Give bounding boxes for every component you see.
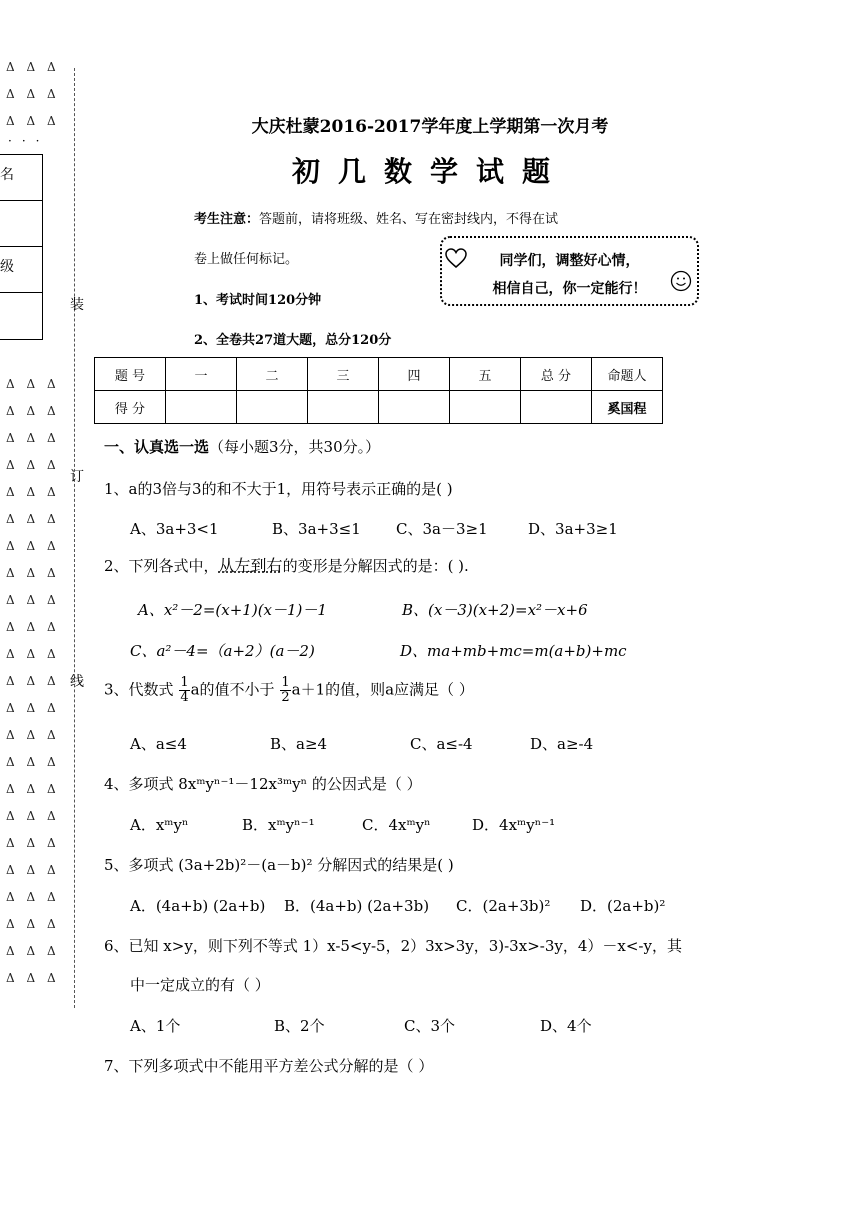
q5-option-b: B．(4a+b) (2a+3b) xyxy=(284,897,430,915)
notice-item2: 2、全卷共27道大题，总分120分 xyxy=(194,333,392,348)
score-header-cell: 命题人 xyxy=(592,358,663,391)
notice-line2: 卷上做任何标记。 xyxy=(194,252,299,267)
triangle-row: Δ Δ Δ xyxy=(6,782,60,796)
score-header-cell: 四 xyxy=(379,358,450,391)
section-title: 一、认真选一选 xyxy=(104,438,210,456)
score-cell xyxy=(521,391,592,424)
q1-option-a: A、3a+3<1 xyxy=(130,520,219,538)
triangle-row: Δ Δ Δ xyxy=(6,431,60,445)
binding-char-xian: 线 xyxy=(70,674,84,690)
q2-text-pre: 2、下列各式中， xyxy=(104,557,219,575)
question-7: 7、下列多项式中不能用平方差公式分解的是（ ） xyxy=(104,1057,434,1075)
frac-denominator: 4 xyxy=(180,690,189,705)
triangle-row: Δ Δ Δ xyxy=(6,755,60,769)
question-1: 1、a的3倍与3的和不大于1，用符号表示正确的是( ) xyxy=(104,480,453,498)
frac-numerator: 1 xyxy=(180,675,189,690)
q2-option-d: D、ma+mb+mc=m(a+b)+mc xyxy=(400,642,627,660)
score-header-cell: 五 xyxy=(450,358,521,391)
frac-denominator: 2 xyxy=(281,690,290,705)
frac-numerator: 1 xyxy=(281,675,290,690)
question-2 xyxy=(104,553,469,576)
q1-option-d: D、3a+3≥1 xyxy=(528,520,618,538)
triangle-row: Δ Δ Δ xyxy=(6,60,60,74)
q3-option-c: C、a≤-4 xyxy=(410,735,473,753)
q4-option-d: D．4xᵐyⁿ⁻¹ xyxy=(472,816,556,834)
question-3 xyxy=(104,676,474,705)
section-note: （每小题3分，共30分。） xyxy=(209,438,381,456)
score-header-cell: 一 xyxy=(166,358,237,391)
info-cell-name: 名 xyxy=(0,155,42,201)
triangle-row: Δ Δ Δ xyxy=(6,809,60,823)
fraction-one-half xyxy=(280,676,290,705)
bubble-line1: 同学们，调整好心情， xyxy=(499,253,640,269)
triangle-row: Δ Δ Δ xyxy=(6,701,60,715)
info-cell-class: 级 xyxy=(0,247,42,293)
triangle-row: Δ Δ Δ xyxy=(6,404,60,418)
triangle-row: Δ Δ Δ xyxy=(6,458,60,472)
margin-dots: ··· xyxy=(8,134,50,148)
triangle-row: Δ Δ Δ xyxy=(6,890,60,904)
q1-option-c: C、3a－3≥1 xyxy=(396,520,488,538)
question-5: 5、多项式 (3a+2b)²－(a－b)² 分解因式的结果是( ) xyxy=(104,856,454,874)
triangle-row: Δ Δ Δ xyxy=(6,863,60,877)
q5-option-a: A．(4a+b) (2a+b) xyxy=(130,897,266,915)
score-header-cell: 总 分 xyxy=(521,358,592,391)
triangle-row: Δ Δ Δ xyxy=(6,377,60,391)
triangle-row: Δ Δ Δ xyxy=(6,728,60,742)
q3-option-d: D、a≥-4 xyxy=(530,735,594,753)
exam-title: 大庆杜蒙2016-2017学年度上学期第一次月考 xyxy=(251,117,609,137)
triangle-row: Δ Δ Δ xyxy=(6,566,60,580)
triangle-row: Δ Δ Δ xyxy=(6,944,60,958)
binding-line xyxy=(74,68,75,1008)
info-cell xyxy=(0,201,42,247)
q6-option-a: A、1个 xyxy=(130,1017,181,1035)
score-cell xyxy=(450,391,521,424)
triangle-row: Δ Δ Δ xyxy=(6,836,60,850)
q6-option-b: B、2个 xyxy=(274,1017,325,1035)
notice-line1 xyxy=(194,208,558,227)
question-6-line2: 中一定成立的有（ ） xyxy=(130,976,270,994)
fraction-one-quarter xyxy=(179,676,189,705)
q3-text-pre: 3、代数式 xyxy=(104,680,174,699)
q6-option-c: C、3个 xyxy=(404,1017,456,1035)
q2-option-a: A、x²－2=(x+1)(x－1)－1 xyxy=(138,601,327,619)
question-6-line1: 6、已知 x>y，则下列不等式 1）x-5<y-5，2）3x>3y，3)-3x>-3y，4）－x<-y，其 xyxy=(104,937,682,955)
notice-label: 考生注意： xyxy=(194,212,260,227)
triangle-row: Δ Δ Δ xyxy=(6,917,60,931)
score-table xyxy=(94,357,663,424)
score-header-cell: 三 xyxy=(308,358,379,391)
score-header-cell: 二 xyxy=(237,358,308,391)
triangle-row: Δ Δ Δ xyxy=(6,620,60,634)
binding-char-zhuang: 装 xyxy=(70,297,84,313)
margin-triangles-bottom xyxy=(6,371,60,992)
triangle-row: Δ Δ Δ xyxy=(6,114,60,128)
q4-option-c: C．4xᵐyⁿ xyxy=(362,816,431,834)
q6-option-d: D、4个 xyxy=(540,1017,592,1035)
bubble-line2: 相信自己，你一定能行！ xyxy=(492,281,647,297)
score-cell xyxy=(308,391,379,424)
info-cell xyxy=(0,293,42,338)
q4-option-b: B．xᵐyⁿ⁻¹ xyxy=(242,816,315,834)
score-cell xyxy=(379,391,450,424)
notice-item1: 1、考试时间120分钟 xyxy=(194,293,322,308)
score-table-header-row xyxy=(95,358,663,391)
exam-subtitle: 初几数学试题 xyxy=(291,155,568,188)
triangle-row: Δ Δ Δ xyxy=(6,485,60,499)
score-table-score-row xyxy=(95,391,663,424)
q5-option-c: C．(2a+3b)² xyxy=(456,897,551,915)
q2-option-b: B、(x－3)(x+2)=x²－x+6 xyxy=(402,601,588,619)
triangle-row: Δ Δ Δ xyxy=(6,647,60,661)
notice-text: 答题前，请将班级、姓名、写在密封线内，不得在试 xyxy=(259,212,559,227)
score-cell: 得 分 xyxy=(95,391,166,424)
triangle-row: Δ Δ Δ xyxy=(6,539,60,553)
section-heading xyxy=(104,436,380,457)
question-4: 4、多项式 8xᵐyⁿ⁻¹－12x³ᵐyⁿ 的公因式是（ ） xyxy=(104,775,422,793)
binding-char-ding: 订 xyxy=(70,469,84,485)
q3-text-mid: a的值不小于 xyxy=(190,680,275,699)
q2-option-c: C、a²－4=（a+2）(a－2) xyxy=(130,642,315,660)
smiley-icon xyxy=(670,270,692,292)
triangle-row: Δ Δ Δ xyxy=(6,971,60,985)
q4-option-a: A．xᵐyⁿ xyxy=(130,816,189,834)
triangle-row: Δ Δ Δ xyxy=(6,512,60,526)
question-author: 奚国程 xyxy=(592,391,663,424)
q2-text-post: 的变形是分解因式的是：( ). xyxy=(282,557,469,575)
q5-option-d: D．(2a+b)² xyxy=(580,897,666,915)
score-cell xyxy=(166,391,237,424)
score-header-cell: 题 号 xyxy=(95,358,166,391)
encouragement-bubble xyxy=(440,236,699,306)
triangle-row: Δ Δ Δ xyxy=(6,674,60,688)
q2-emphasis: 从左到右 xyxy=(218,556,283,575)
q1-option-b: B、3a+3≤1 xyxy=(272,520,361,538)
triangle-row: Δ Δ Δ xyxy=(6,87,60,101)
q3-option-a: A、a≤4 xyxy=(130,735,187,753)
q3-option-b: B、a≥4 xyxy=(270,735,328,753)
triangle-row: Δ Δ Δ xyxy=(6,593,60,607)
score-cell xyxy=(237,391,308,424)
q3-text-post: a＋1的值，则a应满足（ ） xyxy=(291,680,474,699)
